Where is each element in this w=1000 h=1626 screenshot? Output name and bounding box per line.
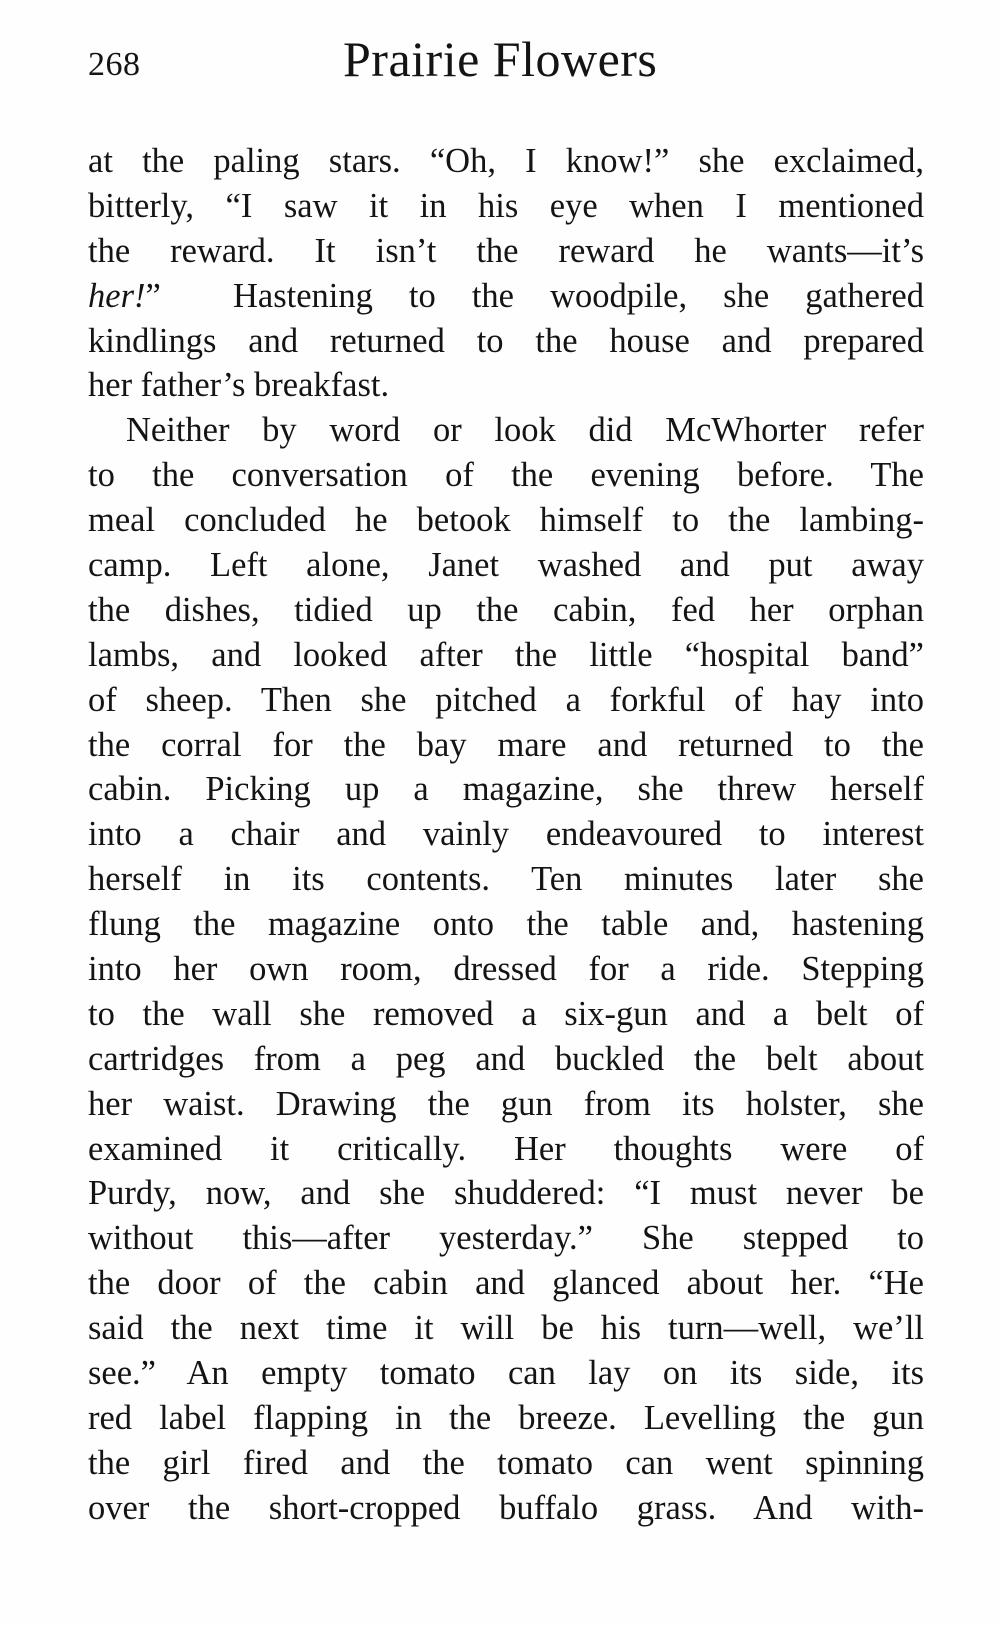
text-line: the door of the cabin and glanced about her. “He	[88, 1264, 924, 1303]
text-line: her waist. Drawing the gun from its holster, she	[88, 1084, 924, 1123]
body-text	[88, 139, 924, 1531]
text-line: at the paling stars. “Oh, I know!” she exclaimed,	[88, 142, 924, 180]
text-line-with-emphasis	[88, 274, 924, 319]
text-line: the dishes, tidied up the cabin, fed her orphan	[88, 590, 924, 629]
text-line: cartridges from a peg and buckled the belt about	[88, 1039, 924, 1078]
text-line: meal concluded he betook himself to the lambing-	[88, 501, 924, 540]
text-line: the girl fired and the tomato can went spinning	[88, 1443, 924, 1482]
page-number: 268	[88, 46, 141, 83]
text-line: said the next time it will be his turn—well, we’ll	[88, 1309, 924, 1348]
text-line: the corral for the bay mare and returned to the	[88, 725, 924, 764]
text-line: see.” An empty tomato can lay on its side, its	[88, 1354, 924, 1393]
text-line: cabin. Picking up a magazine, she threw herself	[88, 770, 924, 809]
text-line: to the wall she removed a six-gun and a belt of	[88, 994, 924, 1033]
text-line: over the short-cropped buffalo grass. And with-	[88, 1488, 924, 1527]
text-line: into a chair and vainly endeavoured to interest	[88, 815, 924, 854]
text-line: flung the magazine onto the table and, hastening	[88, 905, 924, 944]
text-line: bitterly, “I saw it in his eye when I mentioned	[88, 186, 924, 225]
paragraph-first-line: Neither by word or look did McWhorter refer	[126, 411, 924, 450]
text-line: examined it critically. Her thoughts were of	[88, 1129, 924, 1168]
text-line: without this—after yesterday.” She stepped to	[88, 1219, 924, 1258]
text-line: the reward. It isn’t the reward he wants—it’s	[88, 231, 924, 270]
text-line: of sheep. Then she pitched a forkful of hay into	[88, 680, 924, 719]
paragraph-last-line: her father’s breakfast.	[88, 366, 390, 405]
running-title: Prairie Flowers	[343, 31, 658, 87]
text-line-remainder: Hastening to the woodpile, she gathered	[232, 276, 924, 315]
text-line: into her own room, dressed for a ride. Stepping	[88, 950, 924, 989]
text-line: red label flapping in the breeze. Levelling the gun	[88, 1398, 924, 1437]
text-line: Purdy, now, and she shuddered: “I must never be	[88, 1174, 924, 1213]
text-line: lambs, and looked after the little “hospital band”	[88, 635, 924, 674]
emphasized-word: her!	[88, 276, 146, 315]
closing-quote: ”	[145, 276, 161, 315]
text-line: herself in its contents. Ten minutes later she	[88, 860, 924, 899]
text-line: camp. Left alone, Janet washed and put away	[88, 546, 924, 585]
text-line: to the conversation of the evening before. The	[88, 456, 924, 495]
page-header	[88, 30, 924, 100]
text-line: kindlings and returned to the house and prepared	[88, 321, 924, 360]
